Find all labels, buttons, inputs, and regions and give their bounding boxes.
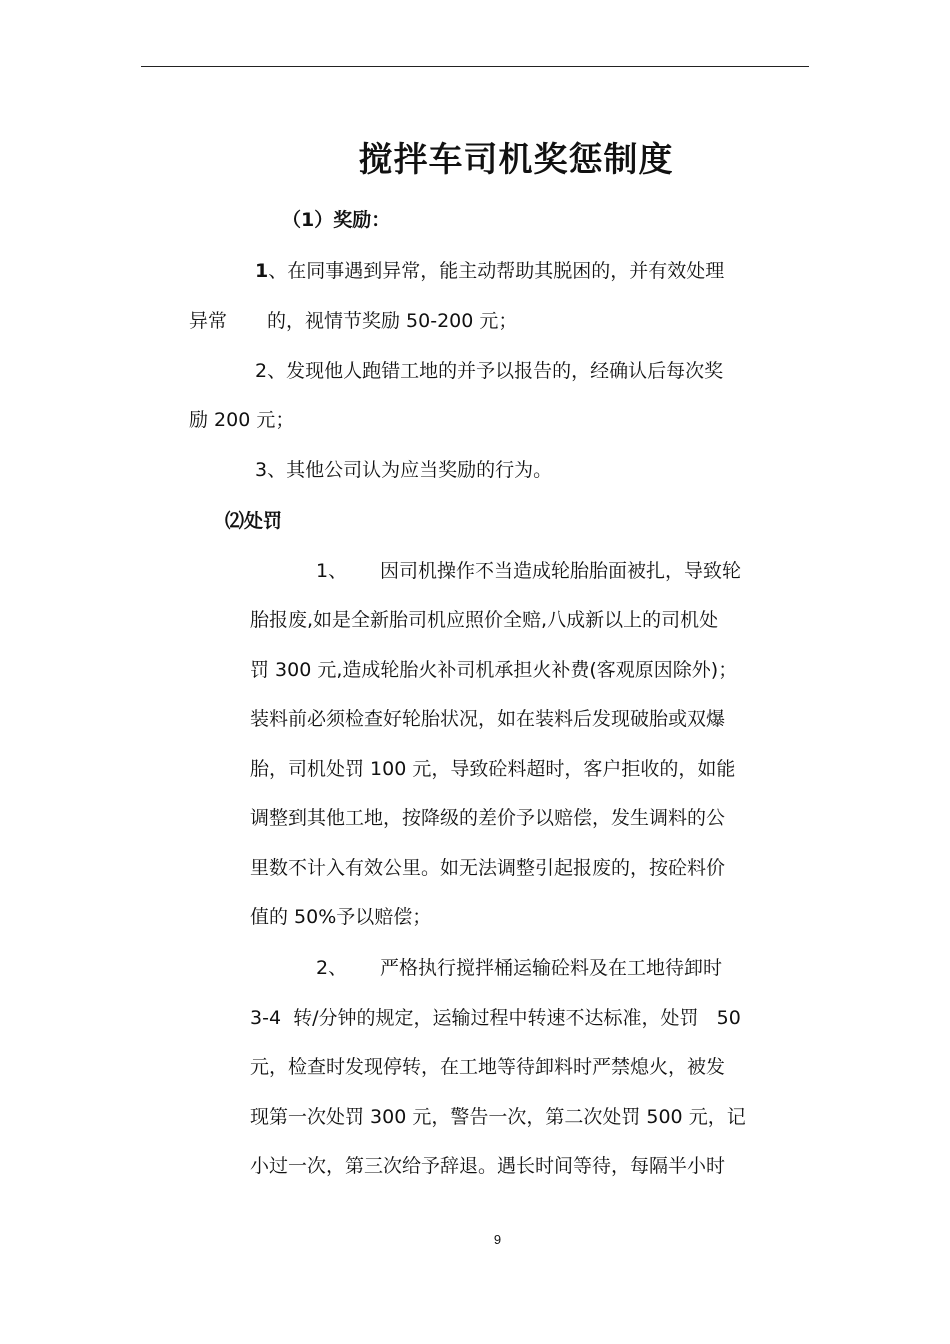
penalty-item-2-line-1: 严格执行搅拌桶运输砼料及在工地待卸时 [380,957,723,979]
reward-heading: （1）奖励： [282,209,391,231]
reward-item-1-line-2b: 的，视情节奖励 50-200 元； [267,310,518,332]
penalty-item-1-line-3: 罚 300 元,造成轮胎火补司机承担火补费(客观原因除外)； [250,659,738,681]
reward-item-1-line-2a: 异常 [189,310,228,332]
penalty-item-1-line-1: 因司机操作不当造成轮胎胎面被扎，导致轮 [380,560,742,582]
reward-item-1-number: 1 [255,260,269,282]
penalty-item-2-line-4: 现第一次处罚 300 元，警告一次，第二次处罚 500 元，记 [250,1106,746,1128]
penalty-item-2-number: 2、 [316,957,348,979]
penalty-item-2-line-2: 3-4 转/分钟的规定，运输过程中转速不达标准，处罚 50 [250,1007,741,1029]
page-number: 9 [493,1232,502,1247]
penalty-item-2-line-5: 小过一次，第三次给予辞退。遇长时间等待，每隔半小时 [250,1155,726,1177]
document-title: 搅拌车司机奖惩制度 [358,140,674,180]
penalty-item-1-line-8: 值的 50%予以赔偿； [250,906,432,928]
penalty-item-1-line-4: 装料前必须检查好轮胎状况，如在装料后发现破胎或双爆 [250,708,726,730]
penalty-heading: ⑵处罚 [225,510,283,532]
reward-item-2-line-1: 2、发现他人跑错工地的并予以报告的，经确认后每次奖 [255,360,724,382]
reward-item-2-line-2: 励 200 元； [189,409,295,431]
penalty-item-1-line-2: 胎报废,如是全新胎司机应照价全赔,八成新以上的司机处 [250,609,719,631]
penalty-item-2-line-3: 元，检查时发现停转，在工地等待卸料时严禁熄火，被发 [250,1056,726,1078]
penalty-item-1-number: 1、 [316,560,348,582]
reward-item-3-line-1: 3、其他公司认为应当奖励的行为。 [255,459,553,481]
penalty-item-1-line-6: 调整到其他工地，按降级的差价予以赔偿，发生调料的公 [250,807,726,829]
reward-item-1-text: 、在同事遇到异常，能主动帮助其脱困的，并有效处理 [268,260,725,282]
reward-item-1-line-1 [255,256,724,286]
header-rule [141,66,809,67]
penalty-item-1-line-5: 胎，司机处罚 100 元，导致砼料超时，客户拒收的，如能 [250,758,736,780]
penalty-item-1-line-7: 里数不计入有效公里。如无法调整引起报废的，按砼料价 [250,857,726,879]
